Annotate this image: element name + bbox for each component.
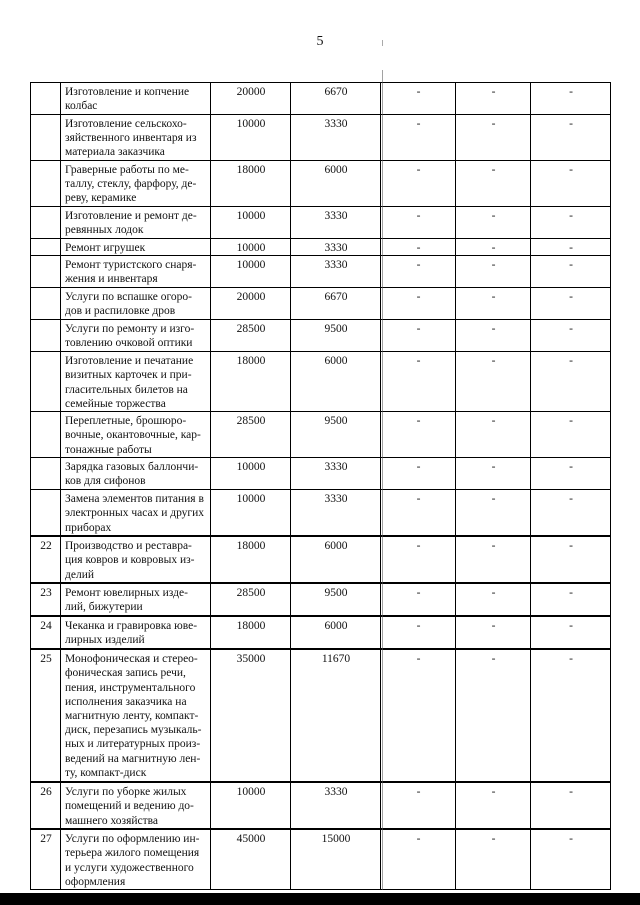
tariff-value-2: 15000 xyxy=(291,829,381,890)
services-tariff-table xyxy=(30,82,611,890)
table-row xyxy=(31,782,611,829)
column-5-value: - xyxy=(531,288,611,320)
tariff-value-2: 3330 xyxy=(291,115,381,161)
column-4-value: - xyxy=(456,583,531,616)
column-3-value: - xyxy=(381,161,456,207)
column-3-value: - xyxy=(381,536,456,583)
tariff-value-2: 6000 xyxy=(291,352,381,412)
column-4-value: - xyxy=(456,256,531,288)
column-5-value: - xyxy=(531,239,611,256)
table-row xyxy=(31,616,611,649)
column-3-value: - xyxy=(381,649,456,782)
column-5-value: - xyxy=(531,829,611,890)
column-4-value: - xyxy=(456,782,531,829)
table-row xyxy=(31,256,611,288)
row-number: 23 xyxy=(31,583,61,616)
service-name: Услуги по оформлению ин-терьера жилого помещения и услуги художественного оформления xyxy=(61,829,211,890)
tariff-value-1: 20000 xyxy=(211,288,291,320)
table-row xyxy=(31,83,611,115)
tariff-value-2: 6000 xyxy=(291,616,381,649)
tariff-value-1: 28500 xyxy=(211,320,291,352)
column-4-value: - xyxy=(456,490,531,537)
service-name: Услуги по уборке жилых помещений и ведению до-машнего хозяйства xyxy=(61,782,211,829)
table-row xyxy=(31,649,611,782)
tariff-value-2: 9500 xyxy=(291,412,381,458)
column-3-value: - xyxy=(381,256,456,288)
table-row xyxy=(31,458,611,490)
column-3-value: - xyxy=(381,616,456,649)
service-name: Ремонт ювелирных изде-лий, бижутерии xyxy=(61,583,211,616)
column-4-value: - xyxy=(456,115,531,161)
column-4-value: - xyxy=(456,161,531,207)
tariff-value-1: 18000 xyxy=(211,536,291,583)
row-number xyxy=(31,490,61,537)
service-name: Изготовление и копчение колбас xyxy=(61,83,211,115)
column-3-value: - xyxy=(381,412,456,458)
tariff-value-1: 10000 xyxy=(211,115,291,161)
row-number xyxy=(31,161,61,207)
tariff-value-1: 20000 xyxy=(211,83,291,115)
tariff-value-2: 3330 xyxy=(291,490,381,537)
service-name: Чеканка и гравировка юве-лирных изделий xyxy=(61,616,211,649)
tariff-value-2: 3330 xyxy=(291,458,381,490)
tariff-value-1: 10000 xyxy=(211,490,291,537)
column-4-value: - xyxy=(456,616,531,649)
tariff-value-1: 18000 xyxy=(211,616,291,649)
row-number xyxy=(31,239,61,256)
service-name: Изготовление и ремонт де-ревянных лодок xyxy=(61,207,211,239)
row-number: 22 xyxy=(31,536,61,583)
column-5-value: - xyxy=(531,352,611,412)
column-3-value: - xyxy=(381,288,456,320)
row-number xyxy=(31,115,61,161)
column-5-value: - xyxy=(531,490,611,537)
tariff-value-1: 10000 xyxy=(211,782,291,829)
tariff-value-2: 6000 xyxy=(291,536,381,583)
scan-artifact-tick xyxy=(382,40,383,46)
column-3-value: - xyxy=(381,115,456,161)
column-4-value: - xyxy=(456,207,531,239)
row-number xyxy=(31,207,61,239)
row-number: 25 xyxy=(31,649,61,782)
tariff-value-2: 11670 xyxy=(291,649,381,782)
tariff-value-1: 28500 xyxy=(211,412,291,458)
table-row xyxy=(31,412,611,458)
tariff-value-2: 3330 xyxy=(291,782,381,829)
row-number xyxy=(31,256,61,288)
column-3-value: - xyxy=(381,458,456,490)
service-name: Производство и реставра-ция ковров и ковровых из-делий xyxy=(61,536,211,583)
column-4-value: - xyxy=(456,83,531,115)
column-4-value: - xyxy=(456,239,531,256)
column-5-value: - xyxy=(531,616,611,649)
column-4-value: - xyxy=(456,829,531,890)
table-row xyxy=(31,490,611,537)
service-name: Монофоническая и стерео-фоническая запись речи, пения, инструментального исполнения заказчика на магнитную ленту, компакт-диск, перезапись музыкаль-ных и литературных произ-ведений на магнитную лен-ту, компакт-диск xyxy=(61,649,211,782)
column-3-value: - xyxy=(381,583,456,616)
tariff-value-1: 10000 xyxy=(211,458,291,490)
service-name: Замена элементов питания в электронных часах и других приборах xyxy=(61,490,211,537)
table-body xyxy=(31,83,611,890)
tariff-value-2: 3330 xyxy=(291,239,381,256)
row-number xyxy=(31,412,61,458)
column-4-value: - xyxy=(456,320,531,352)
row-number xyxy=(31,458,61,490)
tariff-value-2: 6670 xyxy=(291,83,381,115)
column-4-value: - xyxy=(456,412,531,458)
column-3-value: - xyxy=(381,829,456,890)
table-row xyxy=(31,239,611,256)
column-5-value: - xyxy=(531,782,611,829)
service-name: Услуги по вспашке огоро-дов и распиловке дров xyxy=(61,288,211,320)
service-name: Зарядка газовых баллончи-ков для сифонов xyxy=(61,458,211,490)
column-3-value: - xyxy=(381,490,456,537)
tariff-value-1: 10000 xyxy=(211,207,291,239)
row-number: 24 xyxy=(31,616,61,649)
service-name: Ремонт туристского снаря-жения и инвентаря xyxy=(61,256,211,288)
service-name: Изготовление сельскохо-зяйственного инвентаря из материала заказчика xyxy=(61,115,211,161)
tariff-value-2: 6000 xyxy=(291,161,381,207)
row-number xyxy=(31,83,61,115)
scan-artifact-line xyxy=(382,70,383,890)
service-name: Граверные работы по ме-таллу, стеклу, фарфору, де-реву, керамике xyxy=(61,161,211,207)
service-name: Ремонт игрушек xyxy=(61,239,211,256)
table-row xyxy=(31,536,611,583)
column-3-value: - xyxy=(381,83,456,115)
column-5-value: - xyxy=(531,583,611,616)
column-4-value: - xyxy=(456,458,531,490)
table-row xyxy=(31,583,611,616)
table-row xyxy=(31,288,611,320)
tariff-value-1: 45000 xyxy=(211,829,291,890)
column-5-value: - xyxy=(531,256,611,288)
tariff-value-1: 18000 xyxy=(211,161,291,207)
scan-bottom-edge xyxy=(0,893,640,905)
column-4-value: - xyxy=(456,288,531,320)
service-name: Переплетные, брошюро-вочные, окантовочные, кар-тонажные работы xyxy=(61,412,211,458)
column-5-value: - xyxy=(531,207,611,239)
column-5-value: - xyxy=(531,161,611,207)
tariff-value-2: 3330 xyxy=(291,207,381,239)
row-number: 27 xyxy=(31,829,61,890)
tariff-value-1: 10000 xyxy=(211,239,291,256)
tariff-value-1: 28500 xyxy=(211,583,291,616)
tariff-value-2: 6670 xyxy=(291,288,381,320)
table-row xyxy=(31,829,611,890)
page-number: 5 xyxy=(316,34,324,49)
column-5-value: - xyxy=(531,320,611,352)
row-number: 26 xyxy=(31,782,61,829)
column-5-value: - xyxy=(531,649,611,782)
column-4-value: - xyxy=(456,649,531,782)
table-row xyxy=(31,352,611,412)
column-3-value: - xyxy=(381,320,456,352)
tariff-value-1: 35000 xyxy=(211,649,291,782)
column-5-value: - xyxy=(531,412,611,458)
tariff-value-1: 10000 xyxy=(211,256,291,288)
tariff-value-2: 9500 xyxy=(291,583,381,616)
table-row xyxy=(31,207,611,239)
column-4-value: - xyxy=(456,352,531,412)
column-5-value: - xyxy=(531,458,611,490)
table-row xyxy=(31,320,611,352)
tariff-value-2: 9500 xyxy=(291,320,381,352)
table-row xyxy=(31,161,611,207)
column-3-value: - xyxy=(381,782,456,829)
row-number xyxy=(31,352,61,412)
column-3-value: - xyxy=(381,352,456,412)
column-5-value: - xyxy=(531,115,611,161)
column-3-value: - xyxy=(381,239,456,256)
column-3-value: - xyxy=(381,207,456,239)
row-number xyxy=(31,320,61,352)
service-name: Услуги по ремонту и изго-товлению очковой оптики xyxy=(61,320,211,352)
table-row xyxy=(31,115,611,161)
tariff-value-2: 3330 xyxy=(291,256,381,288)
service-name: Изготовление и печатание визитных карточек и при-гласительных билетов на семейные торжества xyxy=(61,352,211,412)
tariff-value-1: 18000 xyxy=(211,352,291,412)
column-4-value: - xyxy=(456,536,531,583)
column-5-value: - xyxy=(531,536,611,583)
row-number xyxy=(31,288,61,320)
column-5-value: - xyxy=(531,83,611,115)
